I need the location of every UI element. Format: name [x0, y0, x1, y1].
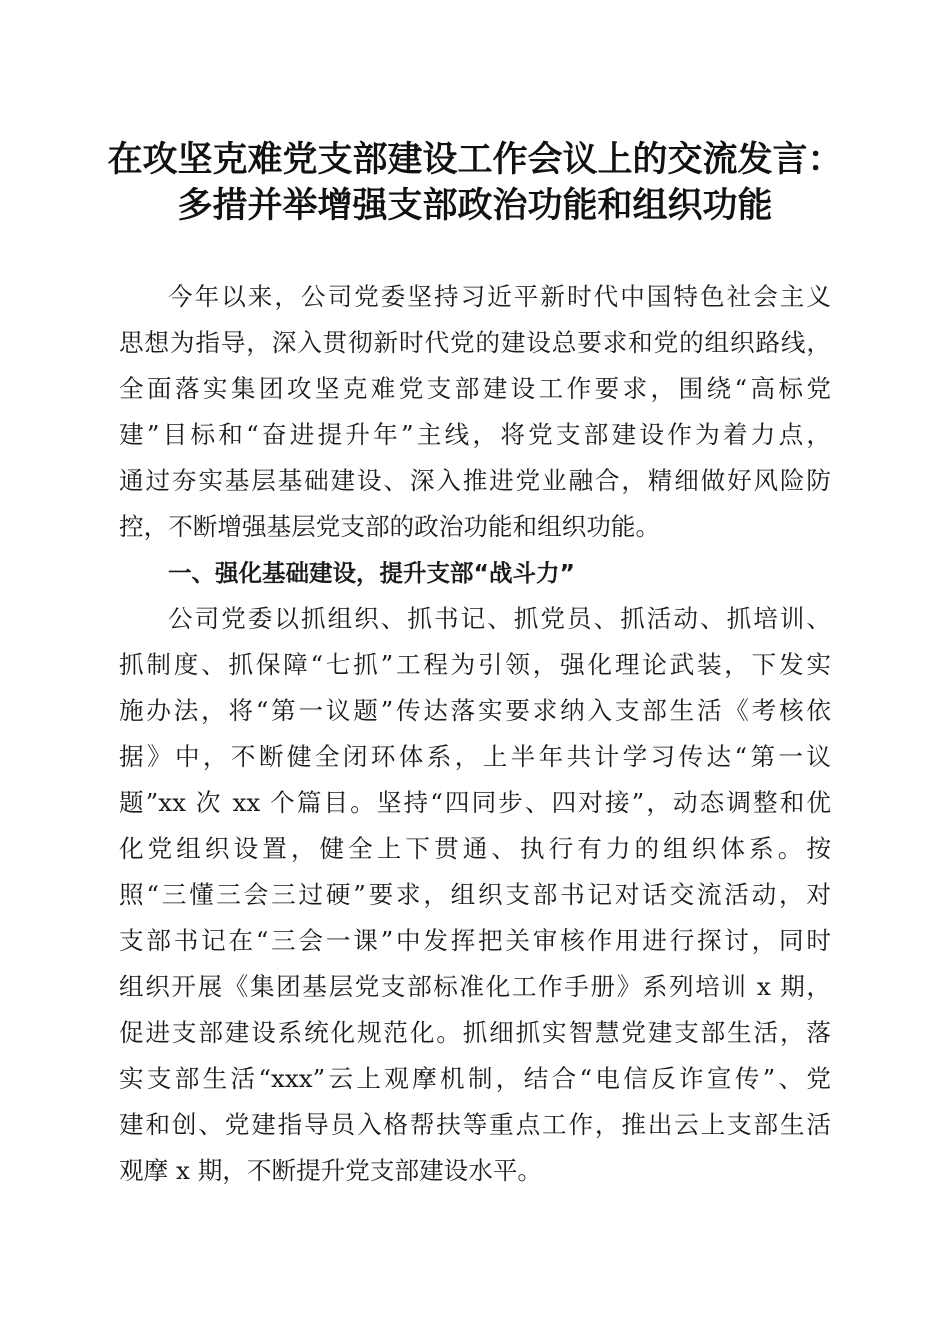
section-paragraph-line: 化党组织设置，健全上下贯通、执行有力的组织体系。按 — [119, 834, 831, 863]
section-paragraph-line: 据》中，不断健全闭环体系，上半年共计学习传达“第一议 — [119, 742, 831, 771]
section-paragraph-line: 观摩 x 期，不断提升党支部建设水平。 — [119, 1156, 543, 1185]
section-paragraph-line: 施办法，将“第一议题”传达落实要求纳入支部生活《考核依 — [119, 696, 831, 725]
section-paragraph-line: 建和创、党建指导员入格帮扶等重点工作，推出云上支部生活 — [119, 1110, 831, 1139]
section-paragraph-line: 支部书记在“三会一课”中发挥把关审核作用进行探讨，同时 — [119, 926, 831, 955]
intro-paragraph-line: 控，不断增强基层党支部的政治功能和组织功能。 — [119, 512, 661, 541]
section-paragraph-line: 促进支部建设系统化规范化。抓细抓实智慧党建支部生活，落 — [119, 1018, 831, 1047]
intro-paragraph-line: 思想为指导，深入贯彻新时代党的建设总要求和党的组织路线， — [119, 328, 831, 357]
section-heading: 一、强化基础建设，提升支部“战斗力” — [168, 559, 575, 587]
section-paragraph-line: 实支部生活“xxx”云上观摩机制，结合“电信反诈宣传”、党 — [119, 1064, 831, 1093]
section-paragraph-line: 照“三懂三会三过硬”要求，组织支部书记对话交流活动，对 — [119, 880, 831, 909]
section-paragraph-line: 抓制度、抓保障“七抓”工程为引领，强化理论武装，下发实 — [119, 650, 831, 679]
section-paragraph-line: 题”xx 次 xx 个篇目。坚持“四同步、四对接”，动态调整和优 — [119, 788, 831, 817]
intro-paragraph-line: 通过夯实基层基础建设、深入推进党业融合，精细做好风险防 — [119, 466, 831, 495]
intro-paragraph-line: 建”目标和“奋进提升年”主线，将党支部建设作为着力点， — [119, 420, 831, 449]
intro-paragraph-line: 今年以来，公司党委坚持习近平新时代中国特色社会主义 — [168, 282, 831, 311]
section-paragraph-line: 公司党委以抓组织、抓书记、抓党员、抓活动、抓培训、 — [168, 604, 831, 633]
document-title-line-2: 多措并举增强支部政治功能和组织功能 — [177, 185, 773, 226]
document-title-line-1: 在攻坚克难党支部建设工作会议上的交流发言： — [107, 139, 843, 180]
section-paragraph-line: 组织开展《集团基层党支部标准化工作手册》系列培训 x 期， — [119, 972, 831, 1001]
intro-paragraph-line: 全面落实集团攻坚克难党支部建设工作要求，围绕“高标党 — [119, 374, 831, 403]
